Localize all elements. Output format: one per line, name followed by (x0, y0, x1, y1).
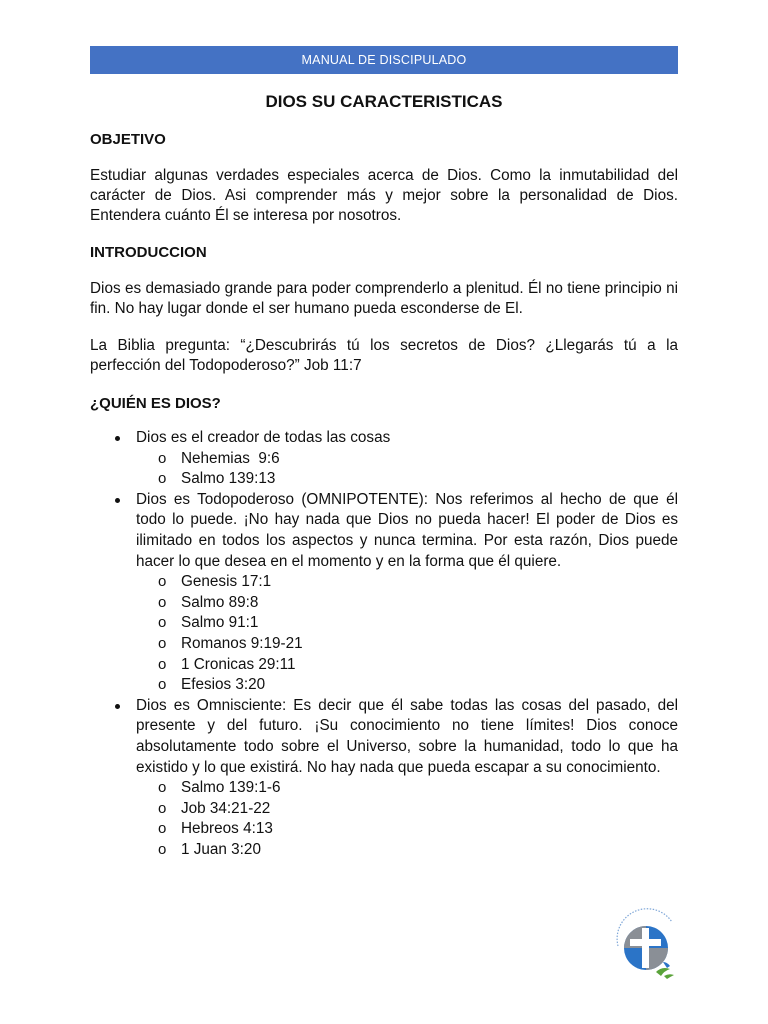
circle-bullet-icon: o (158, 799, 167, 817)
list-item (90, 490, 678, 696)
circle-bullet-icon: o (158, 676, 167, 694)
reference-text: Salmo 91:1 (181, 614, 259, 632)
list-item (90, 428, 678, 490)
circle-bullet-icon: o (158, 614, 167, 632)
bullet-text: Dios es Todopoderoso (OMNIPOTENTE): Nos referimos al hecho de que él todo lo puede. ¡No hay nada que Dios no pueda hacer! El poder de Dios es ilimitado en todos los aspectos y nunca termina. Por esta razón, Dios puede hacer lo que desea en el momento y en la forma que él quiere. (136, 490, 678, 570)
reference-text: Romanos 9:19-21 (181, 634, 303, 652)
circle-bullet-icon: o (158, 840, 167, 858)
reference-item (136, 799, 678, 820)
circle-bullet-icon: o (158, 573, 167, 591)
reference-text: Hebreos 4:13 (181, 820, 273, 838)
introduccion-paragraph: La Biblia pregunta: “¿Descubrirás tú los secretos de Dios? ¿Llegarás tú a la perfección del Todopoderoso?” Job 11:7 (90, 337, 678, 374)
reference-text: Job 34:21-22 (181, 799, 271, 817)
reference-item (136, 613, 678, 634)
reference-text: Salmo 139:13 (181, 470, 276, 488)
circle-bullet-icon: o (158, 820, 167, 838)
bullet-text: Dios es el creador de todas las cosas (136, 429, 391, 446)
reference-text: 1 Cronicas 29:11 (181, 655, 296, 673)
document-body (90, 92, 678, 860)
section-heading-objetivo: OBJETIVO (90, 131, 166, 148)
circle-bullet-icon: o (158, 470, 167, 488)
objetivo-paragraph: Estudiar algunas verdades especiales acerca de Dios. Como la inmutabilidad del carácter de Dios. Asi comprender más y mejor sobre la personalidad de Dios. Entendera cuánto Él se interesa por nosotros. (90, 167, 678, 224)
circle-bullet-icon: o (158, 593, 167, 611)
reference-item (136, 593, 678, 614)
section-heading-quien-es-dios: ¿QUIÉN ES DIOS? (90, 395, 221, 412)
reference-item (136, 840, 678, 861)
bullet-dot-icon (115, 704, 120, 709)
reference-item (136, 778, 678, 799)
circle-bullet-icon: o (158, 779, 167, 797)
reference-text: 1 Juan 3:20 (181, 840, 261, 858)
bullet-dot-icon (115, 498, 120, 503)
reference-item (136, 469, 678, 490)
reference-text: Salmo 139:1-6 (181, 779, 281, 797)
introduccion-paragraph: Dios es demasiado grande para poder comprenderlo a plenitud. Él no tiene principio ni fin. No hay lugar donde el ser humano pueda esconderse de El. (90, 280, 678, 317)
circle-bullet-icon: o (158, 655, 167, 673)
reference-text: Efesios 3:20 (181, 676, 266, 694)
reference-list (136, 572, 678, 696)
page-title: DIOS SU CARACTERISTICAS (265, 92, 503, 111)
circle-bullet-icon: o (158, 449, 167, 467)
bullet-text: Dios es Omnisciente: Es decir que él sabe todas las cosas del pasado, del presente y del futuro. ¡Su conocimiento no tiene límites! Dios conoce absolutamente todo sobre el Universo, sobre la humanidad, todo lo que ha existido y lo que existirá. No hay nada que pueda escapar a su conocimiento. (136, 696, 678, 776)
section-heading-introduccion: INTRODUCCION (90, 244, 207, 261)
reference-item (136, 634, 678, 655)
reference-list (136, 778, 678, 860)
header-banner-text: MANUAL DE DISCIPULADO (301, 53, 467, 67)
circle-bullet-icon: o (158, 634, 167, 652)
reference-item (136, 449, 678, 470)
reference-list (136, 449, 678, 490)
reference-item (136, 675, 678, 696)
bullet-dot-icon (115, 436, 120, 441)
reference-text: Salmo 89:8 (181, 593, 259, 611)
header-banner (90, 46, 678, 74)
reference-item (136, 819, 678, 840)
reference-item (136, 655, 678, 676)
church-logo-icon (612, 906, 682, 982)
list-item (90, 696, 678, 861)
reference-text: Genesis 17:1 (181, 573, 272, 591)
reference-item (136, 572, 678, 593)
quien-bullet-list (90, 428, 678, 860)
reference-text: Nehemias 9:6 (181, 449, 280, 467)
